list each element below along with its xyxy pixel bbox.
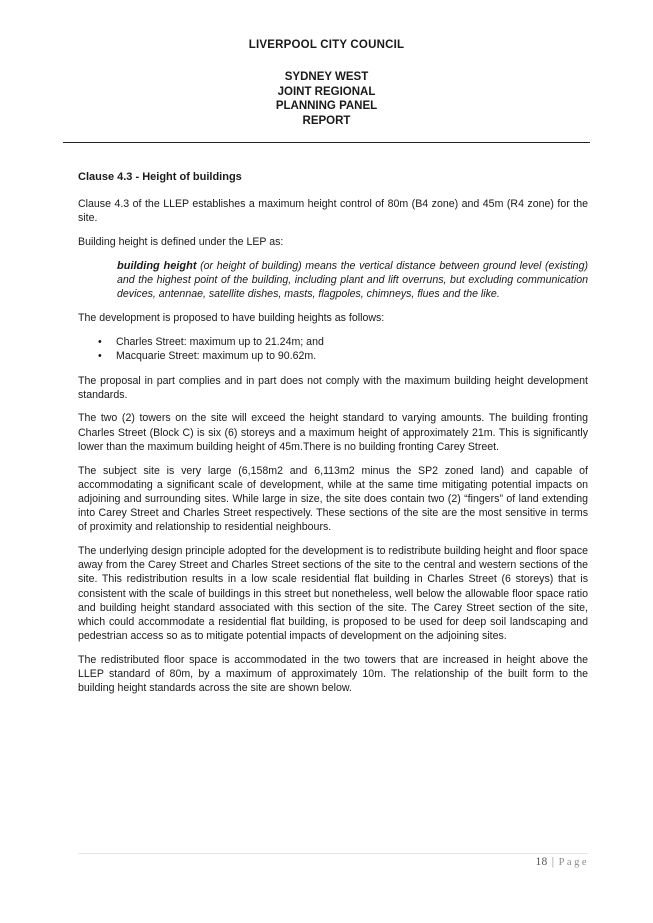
footer-separator: | <box>551 856 555 868</box>
section-heading: Clause 4.3 - Height of buildings <box>78 171 242 183</box>
report-title-line: JOINT REGIONAL <box>277 85 376 98</box>
body-paragraph: The underlying design principle adopted for the development is to redistribute building height and floor space away from the Carey Street and Charles Street sections of the site to the central and western sections of the site. This redistribution results in a low scale residential flat building in Charles Street (6 storeys) that is consistent with the scale of buildings in this street but nonetheless, well below the allowable floor space ratio and building height standard associated with this section of the site. The Carey Street section of the site, which could accommodate a residential flat building, is proposed to be used for deep soil landscaping and pedestrian access so as to mitigate potential impacts of development on the adjoining sites. <box>78 545 588 643</box>
definition-intro: Building height is defined under the LEP as: <box>78 236 284 249</box>
report-body <box>78 170 588 705</box>
footer-divider <box>78 853 588 854</box>
header-divider <box>63 142 590 143</box>
report-title-line: PLANNING PANEL <box>275 100 378 113</box>
page-label: Page <box>558 857 589 868</box>
body-paragraph: The redistributed floor space is accommodated in the two towers that are increased in height above the LLEP standard of 80m, by a maximum of approximately 10m. The relationship of the built form to the building height standards across the site are shown below. <box>78 653 588 695</box>
heights-intro: The development is proposed to have building heights as follows: <box>78 312 385 325</box>
definition-quote <box>117 259 588 302</box>
report-title-line: SYDNEY WEST <box>284 71 369 83</box>
heights-list <box>78 335 588 363</box>
definition-text: (or height of building) means the vertical distance between ground level (existing) and the highest point of the building, including plant and lift overruns, but excluding communication devices, antennae, satellite dishes, masts, flagpoles, chimneys, flues and the like. <box>117 259 588 301</box>
page-number: 18 <box>535 856 548 868</box>
page-footer <box>535 856 589 868</box>
body-paragraph: The subject site is very large (6,158m2 and 6,113m2 minus the SP2 zoned land) and capable of accommodating a significant scale of development, while at the same time mitigating potential impacts on adjoining and surrounding sites. While large in size, the site does contain two (2) “fingers” of land extending into Carey Street and Charles Street respectively. These sections of the site are the most sensitive in terms of proximity and relationship to residential neighbours. <box>78 464 588 534</box>
intro-paragraph: Clause 4.3 of the LLEP establishes a maximum height control of 80m (B4 zone) and 45m (R4 zone) for the site. <box>78 198 588 225</box>
list-item: • Charles Street: maximum up to 21.24m; and <box>116 335 588 349</box>
definition-term: building height <box>117 259 197 272</box>
report-title <box>0 70 653 128</box>
body-paragraph: The proposal in part complies and in part does not comply with the maximum building height development standards. <box>78 374 588 401</box>
organisation-name: LIVERPOOL CITY COUNCIL <box>248 39 405 51</box>
list-item: • Macquarie Street: maximum up to 90.62m. <box>116 349 588 363</box>
report-title-line: REPORT <box>302 114 351 127</box>
body-paragraph: The two (2) towers on the site will exceed the height standard to varying amounts. The building fronting Charles Street (Block C) is six (6) storeys and a maximum height of approximately 21m. This is significantly lower than the maximum building height of 45m.There is no building fronting Carey Street. <box>78 412 588 453</box>
